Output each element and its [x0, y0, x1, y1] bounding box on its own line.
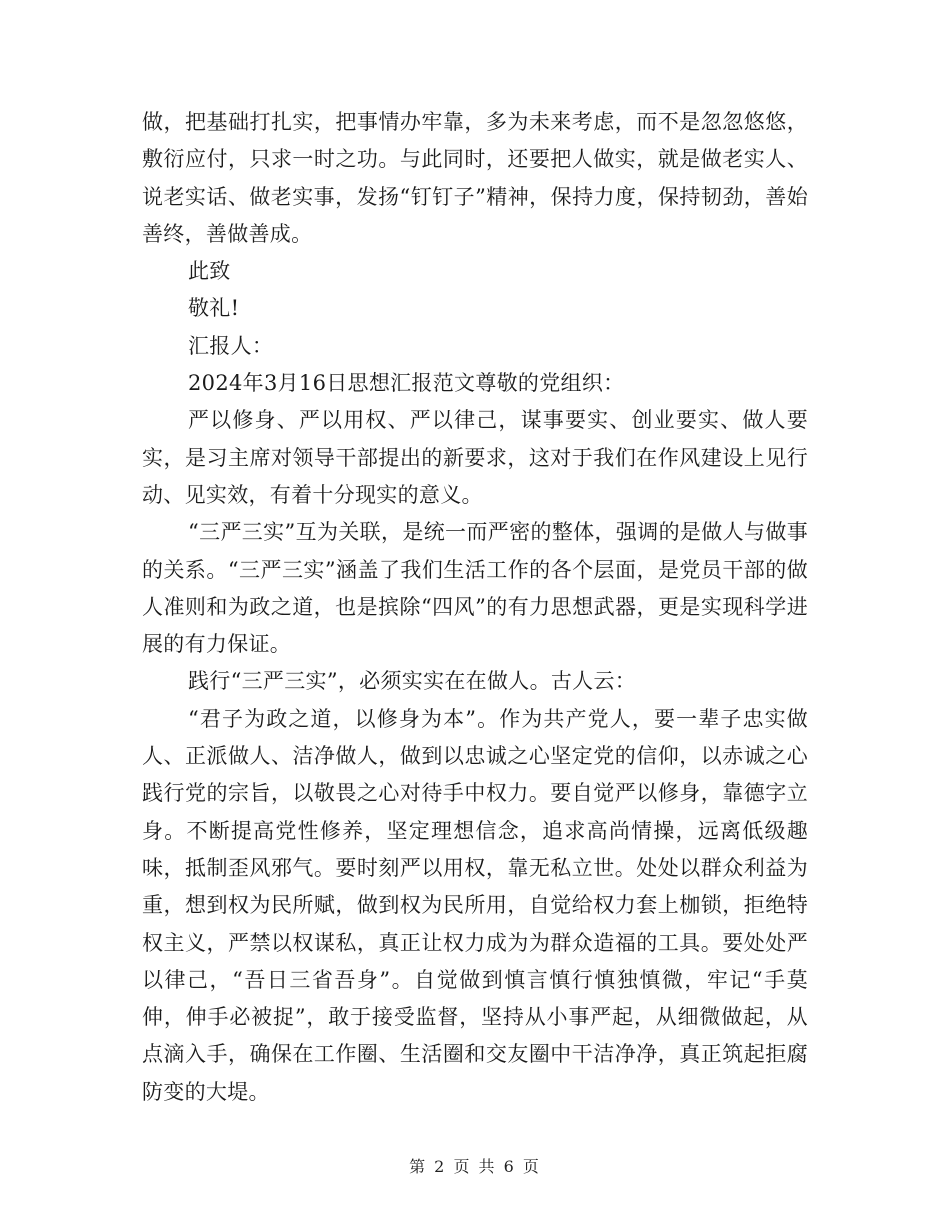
document-body: [142, 104, 808, 1111]
page-number: 第 2 页 共 6 页: [409, 1157, 541, 1176]
closing-regards: 敬礼!: [188, 296, 240, 321]
paragraph-8: 践行“三严三实”，必须实实在在做人。古人云：: [188, 669, 637, 694]
closing-salutation: 此致: [188, 259, 231, 284]
paragraph-7: “三严三实”互为关联，是统一而严密的整体，强调的是做人与做事的关系。“三严三实”涵盖了我们生活工作的各个层面，是党员干部的做人准则和为政之道，也是摈除“四风”的有力思想武器，更是实现科学进展的有力保证。: [142, 520, 808, 657]
date-and-heading: 2024年3月16日思想汇报范文尊敬的党组织：: [188, 371, 625, 396]
paragraph-6: 严以修身、严以用权、严以律己，谋事要实、创业要实、做人要实，是习主席对领导干部提出的新要求，这对于我们在作风建设上见行动、见实效，有着十分现实的意义。: [142, 408, 808, 507]
paragraph-1: 做，把基础打扎实，把事情办牢靠，多为未来考虑，而不是忽忽悠悠，敷衍应付，只求一时之功。与此同时，还要把人做实，就是做老实人、说老实话、做老实事，发扬“钉钉子”精神，保持力度，保持韧劲，善始善终，善做善成。: [142, 110, 808, 246]
reporter-label: 汇报人：: [188, 333, 274, 358]
paragraph-9: “君子为政之道，以修身为本”。作为共产党人，要一辈子忠实做人、正派做人、洁净做人，做到以忠诚之心坚定党的信仰，以赤诚之心践行党的宗旨，以敬畏之心对待手中权力。要自觉严以修身，靠德字立身。不断提高党性修养，坚定理想信念，追求高尚情操，远离低级趣味，抵制歪风邪气。要时刻严以用权，靠无私立世。处处以群众利益为重，想到权为民所赋，做到权为民所用，自觉给权力套上枷锁，拒绝特权主义，严禁以权谋私，真正让权力成为为群众造福的工具。要处处严以律己，“吾日三省吾身”。自觉做到慎言慎行慎独慎微，牢记“手莫伸，伸手必被捉”，敢于接受监督，坚持从小事严起，从细微做起，从点滴入手，确保在工作圈、生活圈和交友圈中干洁净净，真正筑起拒腐防变的大堤。: [142, 706, 808, 1104]
